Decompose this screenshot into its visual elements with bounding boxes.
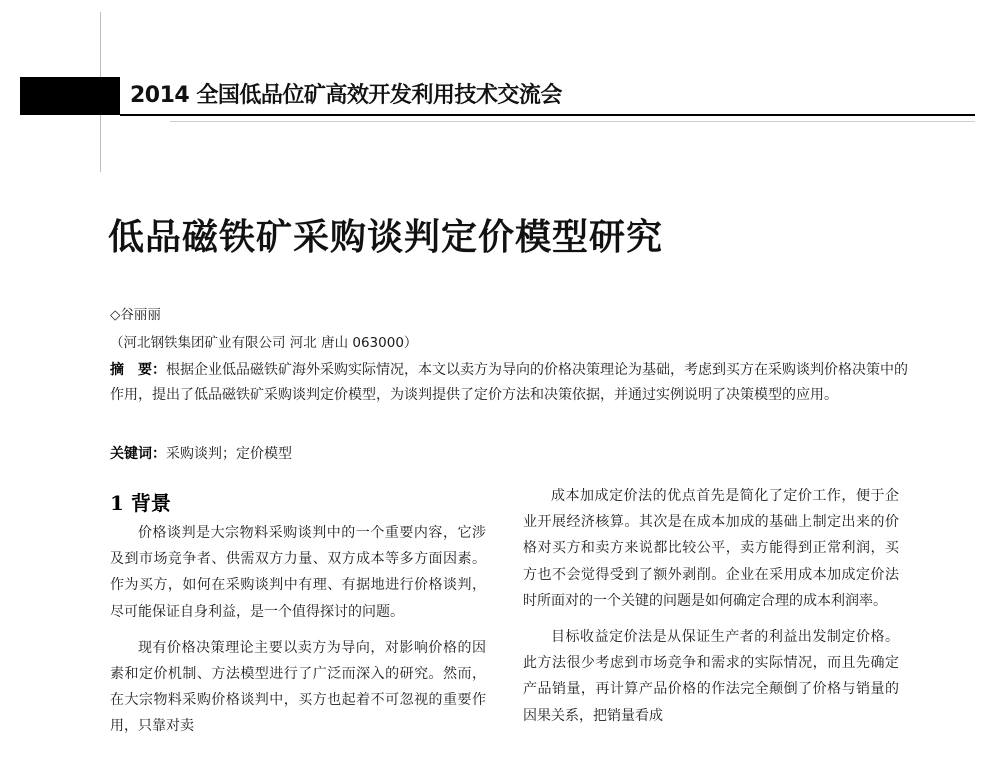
body-column-right: [523, 483, 899, 739]
keywords-label: 关键词：: [110, 446, 166, 462]
paragraph: 价格谈判是大宗物料采购谈判中的一个重要内容，它涉及到市场竞争者、供需双方力量、双方成本等多方面因素。作为买方，如何在采购谈判中有理、有据地进行价格谈判，尽可能保证自身利益，是一个值得探讨的问题。: [110, 525, 486, 620]
paper-title: 低品磁铁矿采购谈判定价模型研究: [108, 217, 664, 258]
section-heading: 1 背景: [110, 491, 171, 515]
affiliation: （河北钢铁集团矿业有限公司 河北 唐山 063000）: [110, 335, 418, 351]
abstract-label: 摘 要：: [110, 362, 166, 378]
header-thin-rule: [170, 121, 975, 122]
conference-title: 2014 全国低品位矿高效开发利用技术交流会: [130, 83, 562, 108]
header-black-block: [20, 77, 120, 115]
abstract: [110, 358, 910, 408]
abstract-text: 根据企业低品磁铁矿海外采购实际情况，本文以卖方为导向的价格决策理论为基础，考虑到买方在采购谈判价格决策中的作用，提出了低品磁铁矿采购谈判定价模型，为谈判提供了定价方法和决策依据，并通过实例说明了决策模型的应用。: [110, 362, 908, 403]
header-rule: [120, 114, 975, 116]
author: ◇谷丽丽: [110, 307, 161, 323]
paragraph: 现有价格决策理论主要以卖方为导向，对影响价格的因素和定价机制、方法模型进行了广泛而深入的研究。然而，在大宗物料采购价格谈判中，买方也起着不可忽视的重要作用，只靠对卖: [110, 639, 486, 735]
body-column-left: [110, 520, 486, 750]
paragraph: 目标收益定价法是从保证生产者的利益出发制定价格。此方法很少考虑到市场竞争和需求的实际情况，而且先确定产品销量，再计算产品价格的作法完全颠倒了价格与销量的因果关系，把销量看成: [523, 629, 899, 724]
paragraph: 成本加成定价法的优点首先是简化了定价工作，便于企业开展经济核算。其次是在成本加成的基础上制定出来的价格对买方和卖方来说都比较公平，卖方能得到正常利润，买方也不会觉得受到了额外剥削。企业在采用成本加成定价法时所面对的一个关键的问题是如何确定合理的成本利润率。: [523, 488, 899, 609]
keywords-text: 采购谈判；定价模型: [166, 446, 292, 462]
keywords: [110, 443, 292, 463]
